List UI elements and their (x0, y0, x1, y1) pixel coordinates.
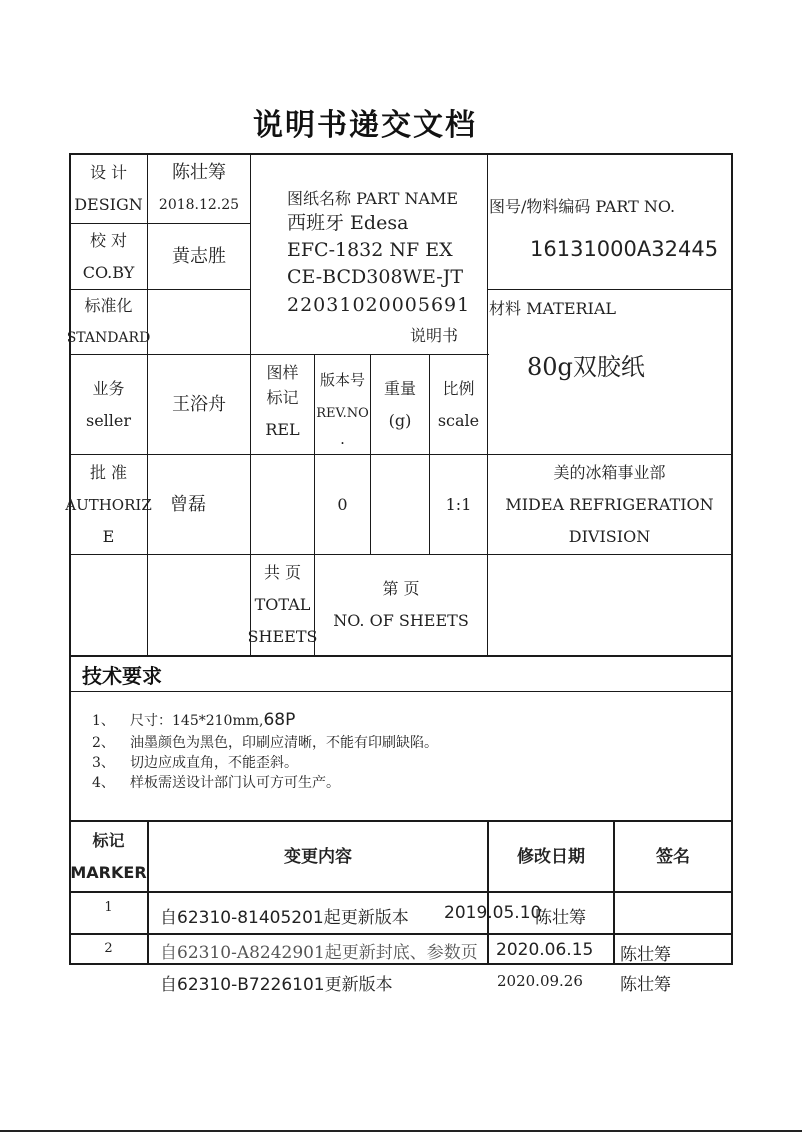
weight-label: 重量 (g) (383, 378, 416, 430)
change-date: 2019.05.10 (444, 903, 542, 923)
tech-heading: 技术要求 (82, 664, 162, 688)
tech-item-num: 3、 (92, 755, 115, 771)
design-value: 陈壮筹 2018.12.25 (158, 162, 240, 213)
rev-label: 版本号 REV.NO . (316, 370, 369, 448)
extra-change-date: 2020.09.26 (497, 972, 583, 990)
grid-line (69, 891, 733, 893)
tech-item-num: 1、 (92, 713, 115, 729)
weight-value (371, 455, 429, 554)
scale-label: 比例 scale (437, 378, 480, 430)
authorize-label: 批 准 AUTHORIZ E (65, 462, 152, 546)
tech-item-text: 尺寸：145*210mm,68P (130, 710, 296, 730)
material-label: 材料 MATERIAL (489, 299, 617, 318)
seller-label: 业务 seller (85, 378, 132, 430)
grid-line (69, 933, 733, 935)
tech-item-num: 4、 (92, 775, 115, 791)
tech-item-text: 样板需送设计部门认可方可生产。 (130, 775, 340, 791)
page-title: 说明书递交文档 (253, 108, 477, 143)
tech-item-num: 2、 (92, 735, 115, 751)
sheet-no-label: 第 页 NO. OF SHEETS (333, 579, 469, 630)
check-value: 黄志胜 (172, 245, 226, 267)
part-name-line: EFC-1832 NF EX (287, 239, 453, 261)
grid-line (69, 655, 733, 657)
extra-change-content: 自62310-B7226101更新版本 (160, 975, 393, 995)
change-date: 2020.06.15 (496, 940, 594, 960)
design-label: 设 计 DESIGN (74, 163, 143, 214)
part-name-line: 22031020005691 (287, 294, 471, 316)
total-sheets-label: 共 页 TOTAL SHEETS (247, 563, 318, 646)
col-header-sign: 签名 (656, 846, 690, 867)
change-sign: 陈壮筹 (620, 945, 671, 965)
grid-line (487, 153, 488, 655)
part-no-value: 16131000A32445 (530, 237, 719, 261)
part-name-line: CE-BCD308WE-JT (287, 266, 463, 288)
col-header-marker: 标记 MARKER (70, 830, 147, 882)
col-header-date: 修改日期 (517, 846, 585, 867)
tech-item-text: 油墨颜色为黑色，印刷应清晰，不能有印刷缺陷。 (130, 735, 438, 751)
extra-change-sign: 陈壮筹 (620, 975, 671, 995)
tech-item-text: 切边应成直角，不能歪斜。 (130, 755, 298, 771)
grid-line (69, 691, 733, 692)
change-sign: 陈壮筹 (535, 908, 586, 928)
rel-label: 图样 标记 REL (265, 362, 300, 439)
part-name-line: 西班牙 Edesa (287, 212, 409, 234)
rel-value (251, 455, 314, 554)
scale-value: 1:1 (445, 494, 472, 514)
material-value: 80g双胶纸 (527, 353, 645, 381)
authorize-value: 曾磊 (170, 493, 206, 515)
frame-right (731, 153, 733, 965)
part-name-label: 图纸名称 PART NAME (287, 189, 459, 208)
rev-value: 0 (337, 494, 348, 514)
page-bottom-rule (0, 1130, 802, 1132)
change-content: 自62310-81405201起更新版本 (160, 908, 409, 928)
standard-label: 标准化 STANDARD (66, 296, 151, 346)
change-marker: 1 (104, 900, 113, 915)
part-name-suffix: 说明书 (410, 326, 459, 345)
division: 美的冰箱事业部 MIDEA REFRIGERATION DIVISION (505, 462, 714, 546)
col-header-content: 变更内容 (284, 846, 352, 867)
part-no-label: 图号/物料编码 PART NO. (489, 197, 676, 216)
seller-value: 王浴舟 (172, 393, 226, 415)
change-marker: 2 (104, 941, 113, 956)
check-label: 校 对 CO.BY (82, 230, 135, 282)
change-content: 自62310-A8242901起更新封底、参数页 (160, 943, 478, 963)
grid-line (487, 289, 733, 290)
